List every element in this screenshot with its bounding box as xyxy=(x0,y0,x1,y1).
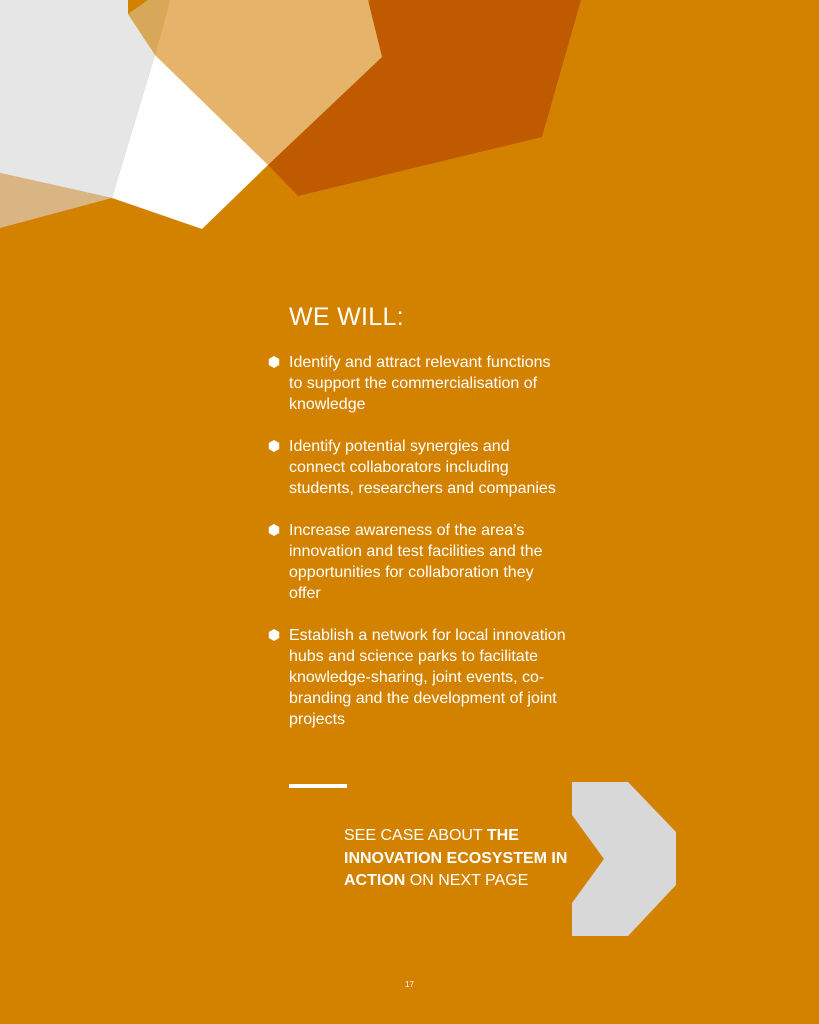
list-item xyxy=(267,625,567,730)
list-item xyxy=(267,352,567,415)
commitments-list xyxy=(267,352,567,751)
hexagon-bullet-icon xyxy=(268,629,280,641)
list-item-text: Identify potential synergies and connect collaborators including students, researchers and companies xyxy=(289,438,556,497)
hexagon-bullet-icon xyxy=(268,440,280,452)
list-item-text: Increase awareness of the area’s innovation and test facilities and the opportunities for collaboration they offer xyxy=(289,522,543,602)
decorative-shapes xyxy=(0,0,600,240)
divider xyxy=(289,784,347,788)
list-item-text: Establish a network for local innovation hubs and science parks to facilitate knowledge-sharing, joint events, co-branding and the development of joint projects xyxy=(289,627,566,728)
next-page-link[interactable] xyxy=(344,825,584,893)
list-item xyxy=(267,520,567,604)
hexagon-bullet-icon xyxy=(268,524,280,536)
hexagon-bullet-icon xyxy=(268,356,280,368)
cta-outro: ON NEXT PAGE xyxy=(405,872,529,889)
page-heading: WE WILL: xyxy=(289,303,404,331)
list-item xyxy=(267,436,567,499)
cta-intro: SEE CASE ABOUT xyxy=(344,827,487,844)
page-number: 17 xyxy=(405,980,414,989)
list-item-text: Identify and attract relevant functions to support the commercialisation of knowledge xyxy=(289,354,551,413)
cta-topic: THE INNOVATION ECOSYSTEM IN ACTION xyxy=(344,827,568,889)
chevron-right-icon[interactable] xyxy=(572,782,677,937)
